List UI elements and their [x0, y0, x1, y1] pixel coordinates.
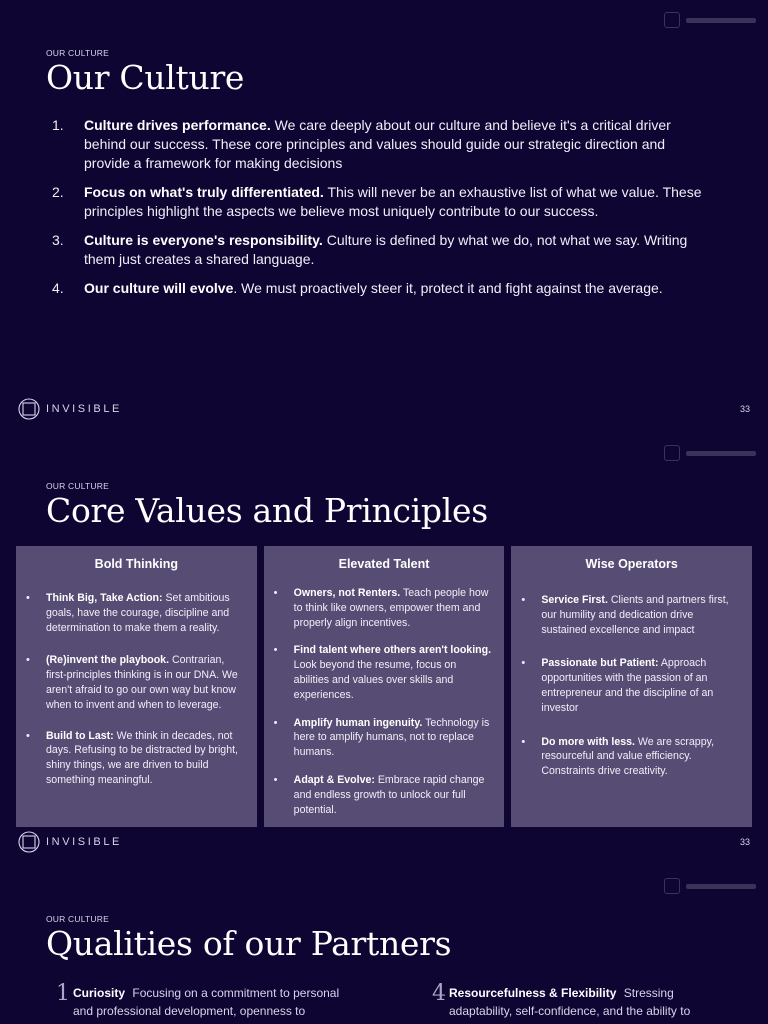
- card-bold-thinking: [16, 546, 257, 827]
- list-item: • Passionate but Patient: Approach opportunities with the passion of an entrepreneur and the discipline of an investor: [523, 656, 740, 715]
- list-item: • Owners, not Renters. Teach people how to think like owners, empower them and properly align incentives.: [276, 586, 493, 630]
- slide-title: Qualities of our Partners: [46, 924, 452, 963]
- card-heading: Elevated Talent: [338, 557, 430, 571]
- slide-partner-qualities: [0, 866, 768, 1024]
- slide-kicker: OUR CULTURE: [46, 914, 109, 924]
- brand-wordmark: INVISIBLE: [46, 836, 122, 848]
- card-wise-operators: [511, 546, 752, 827]
- watermark-logo: [664, 445, 756, 461]
- card-heading: Bold Thinking: [94, 557, 178, 571]
- card-elevated-talent: [264, 546, 505, 827]
- list-item: 1. Culture drives performance. We care deeply about our culture and believe it's a critical driver behind our success. These core principles and values should guide our strategic direction and provide a framework for making decisions: [52, 117, 671, 171]
- list-item: • Adapt & Evolve: Embrace rapid change and endless growth to unlock our full potential.: [276, 773, 493, 817]
- quality-item: 1 Curiosity Focusing on a commitment to personal and professional development, openness to: [56, 981, 340, 1018]
- list-item: • Find talent where others aren't looking. Look beyond the resume, focus on abilities and values over skills and experiences.: [276, 643, 493, 702]
- list-item: • Build to Last: We think in decades, not days. Refusing to be distracted by bright, shiny things, we are driven to build something meaningful.: [28, 729, 245, 788]
- values-cards: [16, 546, 752, 827]
- page-number: 33: [739, 404, 750, 414]
- slide-title: Our Culture: [46, 58, 245, 97]
- slide-footer: [18, 398, 750, 420]
- slide-footer: [18, 831, 750, 853]
- list-item: 2. Focus on what's truly differentiated. This will never be an exhaustive list of what we value. These principles highlight the aspects we believe most uniquely contribute to our success.: [52, 184, 702, 219]
- page-number: 33: [739, 837, 750, 847]
- list-item: • Think Big, Take Action: Set ambitious goals, have the courage, discipline and determination to make them a reality.: [28, 591, 245, 635]
- list-item: 4. Our culture will evolve. We must proactively steer it, protect it and fight against the average.: [52, 280, 663, 296]
- list-item: • Amplify human ingenuity. Technology is here to amplify humans, not to replace humans.: [276, 716, 493, 760]
- invisible-logo-icon: [18, 398, 40, 420]
- slide-kicker: OUR CULTURE: [46, 48, 109, 58]
- slide-core-values: [0, 433, 768, 866]
- slide-kicker: OUR CULTURE: [46, 481, 109, 491]
- list-item: • Do more with less. We are scrappy, resourceful and value efficiency. Constraints drive creativity.: [523, 735, 740, 779]
- list-item: • Service First. Clients and partners first, our humility and dedication drive sustained excellence and impact: [523, 593, 740, 637]
- brand-wordmark: INVISIBLE: [46, 403, 122, 415]
- list-item: • (Re)invent the playbook. Contrarian, first-principles thinking is in our DNA. We aren't afraid to go our own way but know when to invent and when to leverage.: [28, 653, 245, 712]
- watermark-logo: [664, 12, 756, 28]
- card-heading: Wise Operators: [585, 557, 678, 571]
- invisible-logo-icon: [18, 831, 40, 853]
- slide-title: Core Values and Principles: [46, 491, 488, 530]
- list-item: 3. Culture is everyone's responsibility. Culture is defined by what we do, not what we say. Writing them just creates a shared language.: [52, 232, 688, 267]
- watermark-logo: [664, 878, 756, 894]
- culture-list: [52, 116, 702, 308]
- quality-item: 4 Resourcefulness & Flexibility Stressing adaptability, self-confidence, and the ability to: [432, 981, 691, 1018]
- slide-our-culture: [0, 0, 768, 433]
